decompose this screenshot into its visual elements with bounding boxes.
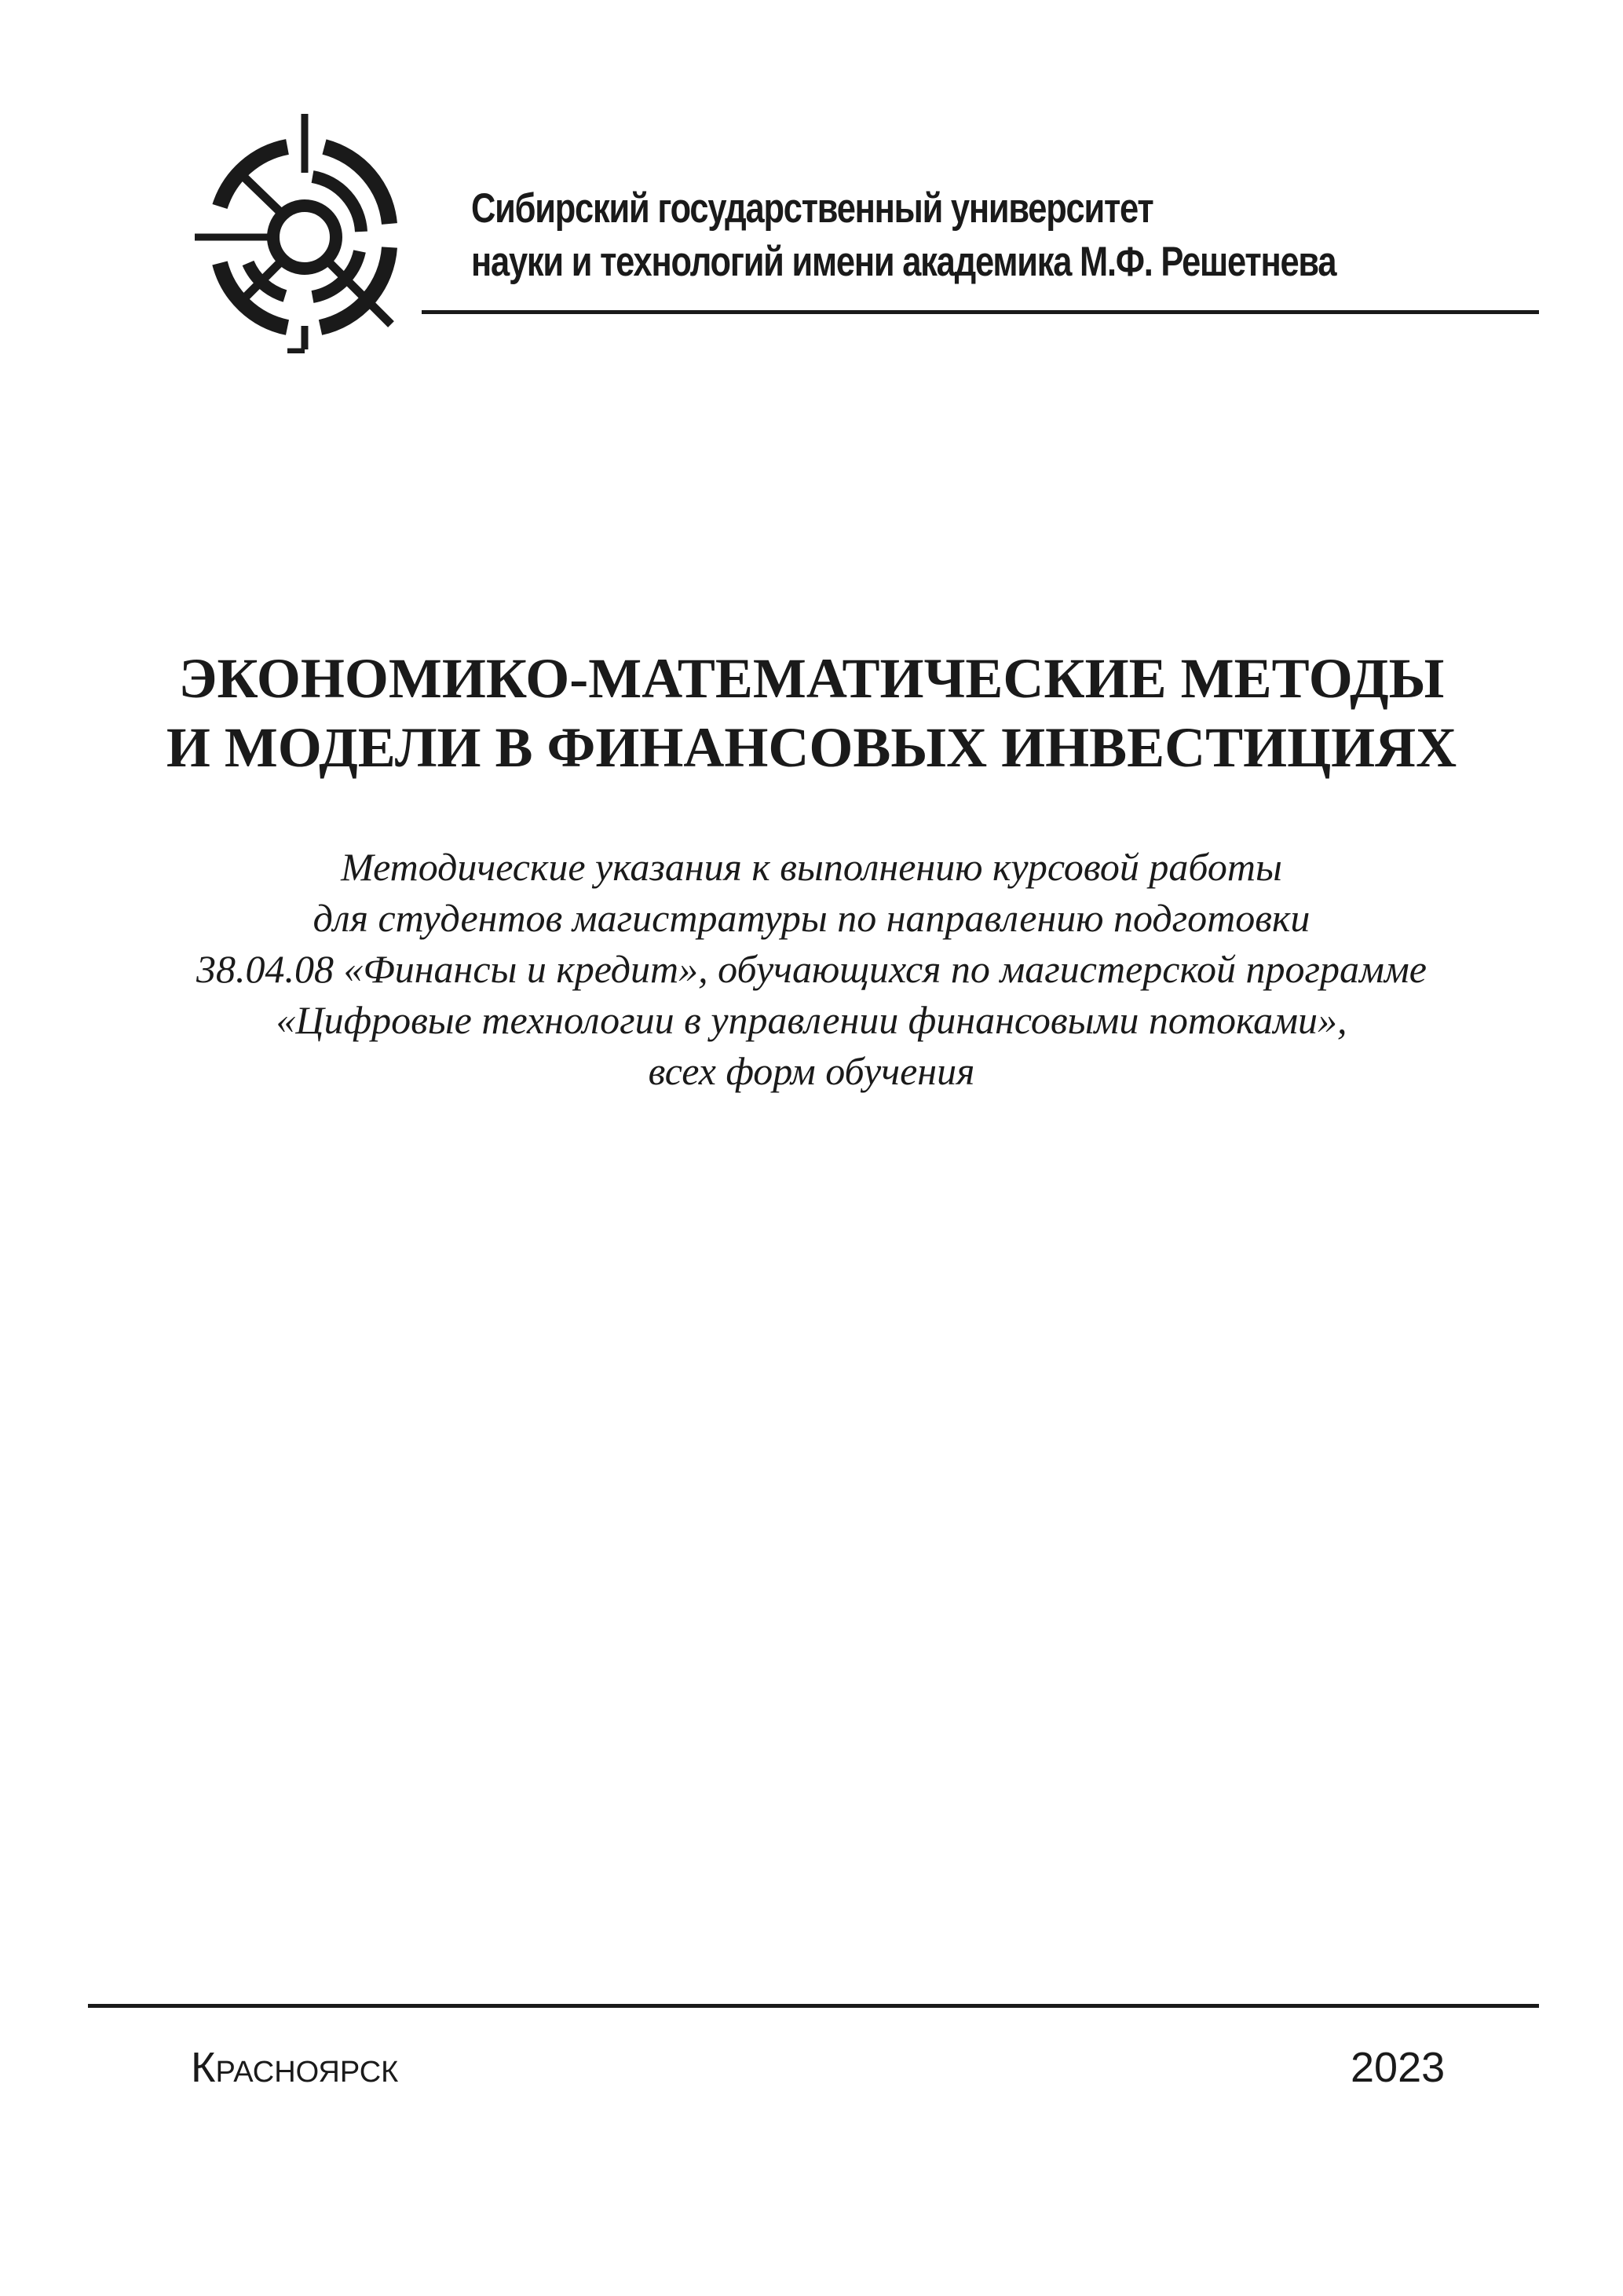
document-title: [0, 644, 1623, 782]
document-title-line1: ЭКОНОМИКО-МАТЕМАТИЧЕСКИЕ МЕТОДЫ: [178, 647, 1445, 710]
university-emblem-icon: [195, 114, 415, 353]
subtitle-line: «Цифровые технологии в управлении финансовыми потоками»,: [276, 998, 1347, 1042]
university-name-line1: Сибирский государственный университет: [471, 185, 1153, 232]
document-title-line2: И МОДЕЛИ В ФИНАНСОВЫХ ИНВЕСТИЦИЯХ: [166, 716, 1457, 779]
publication-city: Красноярск: [191, 2044, 399, 2091]
footer-divider: [88, 2004, 1539, 2008]
subtitle-line: Методические указания к выполнению курсовой работы: [341, 845, 1282, 889]
subtitle-line: всех форм обучения: [648, 1049, 975, 1093]
subtitle-line: 38.04.08 «Финансы и кредит», обучающихся по магистерской программе: [196, 947, 1427, 991]
subtitle-line: для студентов магистратуры по направлению подготовки: [313, 896, 1310, 940]
header-divider: [422, 310, 1539, 314]
publication-year: 2023: [1351, 2044, 1446, 2091]
university-name: [471, 182, 1336, 289]
document-subtitle: [0, 842, 1623, 1097]
university-name-line2: науки и технологий имени академика М.Ф. Решетнева: [471, 239, 1336, 285]
